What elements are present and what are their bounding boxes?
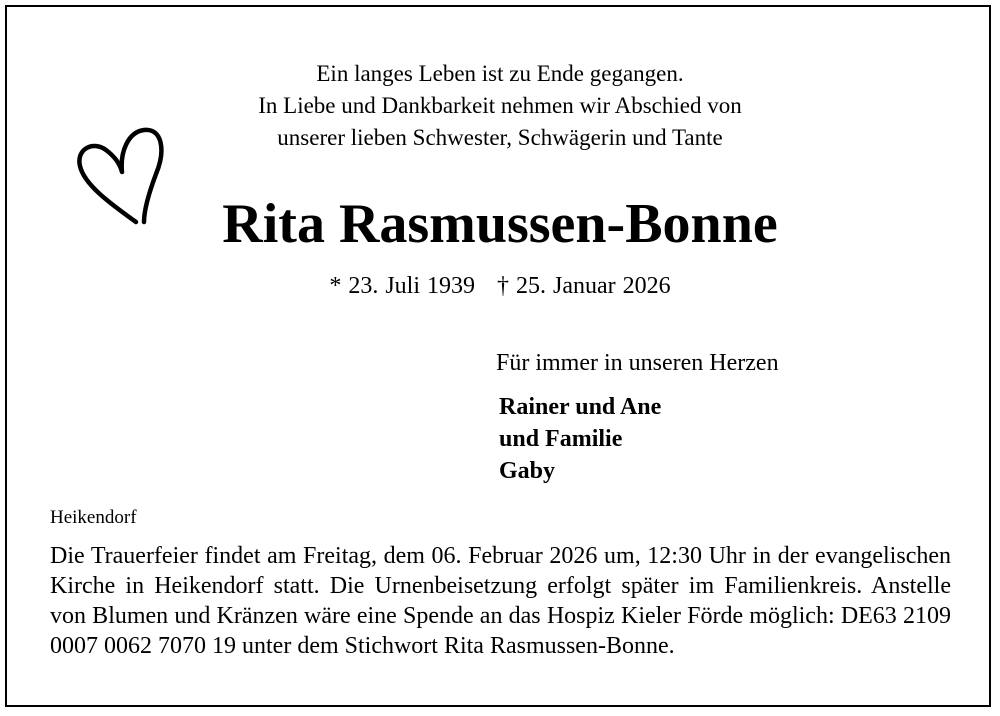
deceased-name: Rita Rasmussen-Bonne: [222, 193, 778, 255]
funeral-notice: Die Trauerfeier findet am Freitag, dem 06. Februar 2026 um, 12:30 Uhr in der evangelischen Kirche in Heikendorf statt. Die Urnenbeisetzung erfolgt später im Familienkreis. Anstelle von Blumen und Kränzen wäre eine Spende an das Hospiz Kieler Förde möglich: DE63 2109 0007 0062 7070 19 unter dem Stichwort Rita Rasmussen-Bonne.: [50, 543, 951, 659]
mourner-line: und Familie: [499, 426, 623, 452]
place-name: Heikendorf: [50, 507, 137, 528]
intro-line: In Liebe und Dankbarkeit nehmen wir Abschied von: [258, 93, 742, 118]
motto: Für immer in unseren Herzen: [496, 350, 779, 376]
intro-line: Ein langes Leben ist zu Ende gegangen.: [316, 61, 684, 86]
mourner-line: Rainer und Ane: [499, 394, 662, 420]
death-date: † 25. Januar 2026: [497, 273, 671, 299]
life-dates: [0, 270, 1000, 302]
mourner-line: Gaby: [499, 458, 556, 484]
birth-date: * 23. Juli 1939: [329, 273, 476, 299]
mourners-list: [499, 391, 661, 487]
intro-line: unserer lieben Schwester, Schwägerin und Tante: [277, 125, 723, 150]
